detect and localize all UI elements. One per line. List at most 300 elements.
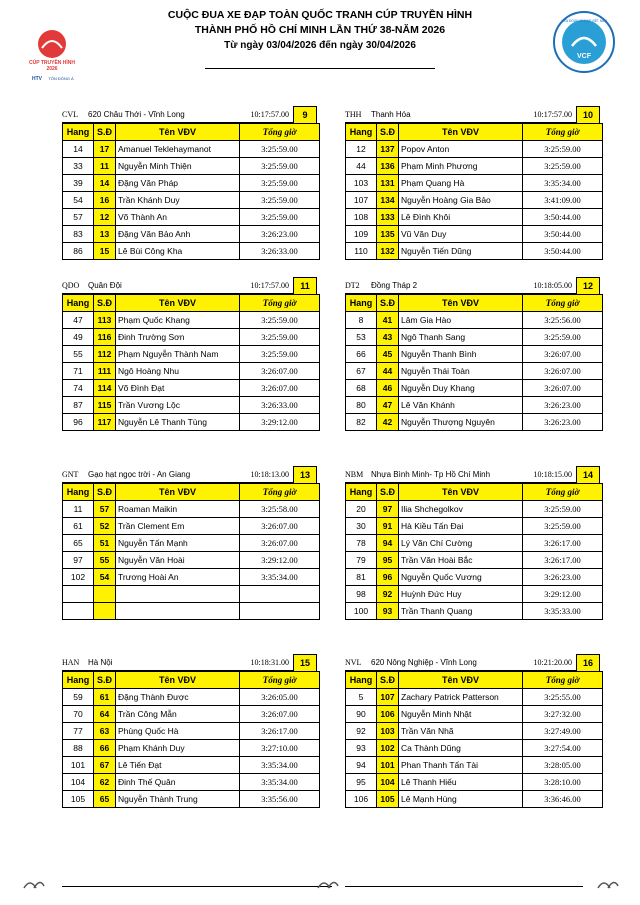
rider-time: 3:50:44.00 xyxy=(523,209,603,226)
rider-rank: 103 xyxy=(346,175,377,192)
table-row xyxy=(346,689,603,706)
rider-time: 3:29:12.00 xyxy=(240,552,320,569)
team-code: THH xyxy=(345,107,371,123)
team-header xyxy=(62,107,319,123)
rider-name: Nguyễn Thượng Nguyên xyxy=(399,414,523,431)
col-rank: Hang xyxy=(346,484,377,501)
rider-time: 3:26:07.00 xyxy=(240,380,320,397)
rider-name: Đặng Văn Pháp xyxy=(116,175,240,192)
table-header-row xyxy=(63,672,320,689)
rider-bib: 133 xyxy=(377,209,399,226)
table-row xyxy=(63,569,320,586)
team-header xyxy=(345,278,602,294)
col-bib: S.Đ xyxy=(377,484,399,501)
col-rider-name: Tên VĐV xyxy=(399,484,523,501)
col-rank: Hang xyxy=(63,484,94,501)
rider-time: 3:50:44.00 xyxy=(523,243,603,260)
col-rider-name: Tên VĐV xyxy=(399,295,523,312)
table-row xyxy=(63,346,320,363)
col-total-time: Tổng giờ xyxy=(523,295,603,312)
rider-time: 3:25:59.00 xyxy=(523,501,603,518)
team-name: Hà Nội xyxy=(88,655,221,671)
rider-time: 3:28:10.00 xyxy=(523,774,603,791)
rider-name: Lê Bùi Công Kha xyxy=(116,243,240,260)
rider-rank: 59 xyxy=(63,689,94,706)
table-row xyxy=(346,363,603,380)
team-number: 12 xyxy=(576,277,600,295)
col-rider-name: Tên VĐV xyxy=(116,124,240,141)
rider-name: Popov Anton xyxy=(399,141,523,158)
rider-name: Nguyễn Thanh Bình xyxy=(399,346,523,363)
rider-bib: 131 xyxy=(377,175,399,192)
rider-bib: 137 xyxy=(377,141,399,158)
table-row xyxy=(346,518,603,535)
rider-bib: 15 xyxy=(94,243,116,260)
rider-rank: 96 xyxy=(63,414,94,431)
table-row xyxy=(63,141,320,158)
rider-time xyxy=(240,586,320,603)
rider-name xyxy=(116,586,240,603)
rider-name: Trần Khánh Duy xyxy=(116,192,240,209)
team-name: 620 Nông Nghiệp - Vĩnh Long xyxy=(371,655,504,671)
rider-time: 3:26:23.00 xyxy=(523,397,603,414)
team-header xyxy=(345,655,602,671)
rider-time: 3:27:49.00 xyxy=(523,723,603,740)
rider-name: Nguyễn Thái Toàn xyxy=(399,363,523,380)
table-row xyxy=(346,774,603,791)
rider-rank: 86 xyxy=(63,243,94,260)
rider-rank: 66 xyxy=(346,346,377,363)
rider-rank: 105 xyxy=(63,791,94,808)
rider-rank: 78 xyxy=(346,535,377,552)
rider-rank: 53 xyxy=(346,329,377,346)
team-code: DT2 xyxy=(345,278,371,294)
rider-bib: 43 xyxy=(377,329,399,346)
vcf-ring-text: LIÊN ĐOÀN XE ĐẠP VIỆT NAM xyxy=(561,19,607,23)
rider-bib: 101 xyxy=(377,757,399,774)
rider-time: 3:25:59.00 xyxy=(523,141,603,158)
header-underline xyxy=(205,68,435,69)
sponsor-logo-text: TÔN ĐÔNG Á xyxy=(48,76,74,81)
col-total-time: Tổng giờ xyxy=(240,124,320,141)
rider-bib: 106 xyxy=(377,706,399,723)
rider-bib: 52 xyxy=(94,518,116,535)
table-row xyxy=(63,689,320,706)
rider-name: Nguyễn Minh Nhật xyxy=(399,706,523,723)
rider-rank: 65 xyxy=(63,535,94,552)
rider-table xyxy=(62,483,320,620)
rider-rank: 57 xyxy=(63,209,94,226)
rider-bib: 12 xyxy=(94,209,116,226)
rider-name: Phạm Quang Hà xyxy=(399,175,523,192)
table-row xyxy=(63,192,320,209)
rider-name: Đinh Thế Quân xyxy=(116,774,240,791)
rider-bib: 134 xyxy=(377,192,399,209)
rider-bib: 96 xyxy=(377,569,399,586)
rider-time: 3:25:59.00 xyxy=(240,209,320,226)
rider-name: Huỳnh Đức Huy xyxy=(399,586,523,603)
table-row xyxy=(63,329,320,346)
table-header-row xyxy=(63,484,320,501)
rider-table xyxy=(62,671,320,808)
team-name: Quân Đội xyxy=(88,278,221,294)
rider-name: Phạm Minh Phương xyxy=(399,158,523,175)
rider-rank: 30 xyxy=(346,518,377,535)
rider-name: Vũ Văn Duy xyxy=(399,226,523,243)
team-header xyxy=(62,278,319,294)
rider-rank: 107 xyxy=(346,192,377,209)
rider-rank: 83 xyxy=(63,226,94,243)
rider-time: 3:25:59.00 xyxy=(240,346,320,363)
rider-bib: 51 xyxy=(94,535,116,552)
col-bib: S.Đ xyxy=(377,124,399,141)
team-block xyxy=(345,107,602,260)
rider-bib: 105 xyxy=(377,791,399,808)
rider-bib: 103 xyxy=(377,723,399,740)
rider-rank: 90 xyxy=(346,706,377,723)
rider-name: Lê Mạnh Hùng xyxy=(399,791,523,808)
rider-name: Nguyễn Tấn Mạnh xyxy=(116,535,240,552)
rider-bib: 47 xyxy=(377,397,399,414)
rider-bib: 66 xyxy=(94,740,116,757)
team-code: CVL xyxy=(62,107,88,123)
rider-rank: 94 xyxy=(346,757,377,774)
htv-logo-text: HTV xyxy=(32,76,42,82)
col-total-time: Tổng giờ xyxy=(240,672,320,689)
page-header xyxy=(0,8,640,53)
rider-time: 3:26:17.00 xyxy=(240,723,320,740)
rider-table xyxy=(62,123,320,260)
rider-time: 3:26:17.00 xyxy=(523,535,603,552)
vcf-logo xyxy=(552,10,616,74)
rider-time: 3:25:59.00 xyxy=(240,329,320,346)
table-row xyxy=(63,226,320,243)
table-row xyxy=(346,192,603,209)
rider-time: 3:35:34.00 xyxy=(240,774,320,791)
rider-name: Lâm Gia Hào xyxy=(399,312,523,329)
rider-rank: 82 xyxy=(346,414,377,431)
rider-rank: 98 xyxy=(346,586,377,603)
rider-time: 3:26:17.00 xyxy=(523,552,603,569)
col-bib: S.Đ xyxy=(377,295,399,312)
table-row xyxy=(346,346,603,363)
col-bib: S.Đ xyxy=(94,124,116,141)
rider-bib: 111 xyxy=(94,363,116,380)
rider-rank xyxy=(63,603,94,620)
header-title-1: CUỘC ĐUA XE ĐẠP TOÀN QUỐC TRANH CÚP TRUYỀN HÌNH xyxy=(167,9,473,21)
rider-time: 3:25:59.00 xyxy=(523,158,603,175)
rider-name: Ngô Hoàng Nhu xyxy=(116,363,240,380)
rider-rank: 55 xyxy=(63,346,94,363)
rider-time: 3:25:59.00 xyxy=(240,175,320,192)
table-row xyxy=(63,175,320,192)
team-number: 11 xyxy=(293,277,317,295)
rider-rank: 88 xyxy=(63,740,94,757)
rider-name: Phan Thanh Tấn Tài xyxy=(399,757,523,774)
rider-rank: 70 xyxy=(63,706,94,723)
table-row xyxy=(346,175,603,192)
col-rank: Hang xyxy=(346,672,377,689)
col-bib: S.Đ xyxy=(377,672,399,689)
rider-time: 3:35:33.00 xyxy=(523,603,603,620)
rider-time: 3:26:07.00 xyxy=(240,706,320,723)
rider-table xyxy=(345,483,603,620)
team-number: 16 xyxy=(576,654,600,672)
col-rank: Hang xyxy=(63,124,94,141)
team-total-time: 10:17:57.00 xyxy=(221,278,293,294)
rider-time: 3:26:33.00 xyxy=(240,397,320,414)
rider-time: 3:26:23.00 xyxy=(523,569,603,586)
col-rider-name: Tên VĐV xyxy=(399,124,523,141)
rider-rank: 108 xyxy=(346,209,377,226)
rider-bib: 115 xyxy=(94,397,116,414)
rider-rank: 54 xyxy=(63,192,94,209)
rider-rank: 80 xyxy=(346,397,377,414)
col-rider-name: Tên VĐV xyxy=(399,672,523,689)
table-row xyxy=(63,397,320,414)
header-dates: Từ ngày 03/04/2026 đến ngày 30/04/2026 xyxy=(224,40,416,51)
team-total-time: 10:21:20.00 xyxy=(504,655,576,671)
table-header-row xyxy=(346,672,603,689)
rider-time: 3:35:56.00 xyxy=(240,791,320,808)
rider-time: 3:27:32.00 xyxy=(523,706,603,723)
table-row xyxy=(346,414,603,431)
rider-time: 3:25:59.00 xyxy=(240,158,320,175)
table-row xyxy=(63,209,320,226)
rider-bib: 94 xyxy=(377,535,399,552)
rider-name: Nguyễn Duy Khang xyxy=(399,380,523,397)
team-block xyxy=(345,467,602,620)
table-row xyxy=(63,603,320,620)
table-header-row xyxy=(346,124,603,141)
team-number: 13 xyxy=(293,466,317,484)
cup-logo xyxy=(28,28,76,84)
rider-name: Võ Đình Đạt xyxy=(116,380,240,397)
table-row xyxy=(346,158,603,175)
team-total-time: 10:18:05.00 xyxy=(504,278,576,294)
col-rank: Hang xyxy=(346,124,377,141)
rider-bib: 116 xyxy=(94,329,116,346)
team-header xyxy=(345,467,602,483)
table-row xyxy=(346,243,603,260)
rider-name: Nguyễn Tiến Dũng xyxy=(399,243,523,260)
table-row xyxy=(346,723,603,740)
rider-bib: 55 xyxy=(94,552,116,569)
rider-bib: 91 xyxy=(377,518,399,535)
footer-line-left xyxy=(62,886,332,887)
rider-bib: 44 xyxy=(377,363,399,380)
table-row xyxy=(346,706,603,723)
table-row xyxy=(63,243,320,260)
table-row xyxy=(346,329,603,346)
table-row xyxy=(346,791,603,808)
team-block xyxy=(62,655,319,808)
rider-bib: 64 xyxy=(94,706,116,723)
table-row xyxy=(346,740,603,757)
rider-name: Nguyễn Văn Hoài xyxy=(116,552,240,569)
rider-table xyxy=(62,294,320,431)
team-code: NBM xyxy=(345,467,371,483)
rider-time: 3:26:23.00 xyxy=(523,414,603,431)
table-row xyxy=(346,397,603,414)
rider-bib: 17 xyxy=(94,141,116,158)
rider-rank: 39 xyxy=(63,175,94,192)
footer-cyclist-icon-left xyxy=(22,877,46,891)
rider-bib: 63 xyxy=(94,723,116,740)
rider-rank: 81 xyxy=(346,569,377,586)
rider-time: 3:27:54.00 xyxy=(523,740,603,757)
cup-logo-circle xyxy=(38,30,66,58)
rider-bib: 57 xyxy=(94,501,116,518)
rider-name: Hà Kiều Tấn Đại xyxy=(399,518,523,535)
rider-name: Lê Văn Khánh xyxy=(399,397,523,414)
rider-name: Lý Văn Chí Cường xyxy=(399,535,523,552)
rider-bib: 136 xyxy=(377,158,399,175)
rider-rank: 67 xyxy=(346,363,377,380)
rider-rank: 97 xyxy=(63,552,94,569)
rider-bib: 93 xyxy=(377,603,399,620)
rider-time: 3:26:05.00 xyxy=(240,689,320,706)
rider-bib xyxy=(94,603,116,620)
rider-bib: 61 xyxy=(94,689,116,706)
rider-bib: 117 xyxy=(94,414,116,431)
team-name: Nhựa Bình Minh- Tp Hồ Chí Minh xyxy=(371,467,504,483)
rider-rank: 5 xyxy=(346,689,377,706)
footer-cyclist-icon-mid xyxy=(316,877,340,891)
rider-name: Roaman Maikin xyxy=(116,501,240,518)
col-total-time: Tổng giờ xyxy=(240,295,320,312)
rider-rank: 11 xyxy=(63,501,94,518)
table-row xyxy=(346,141,603,158)
rider-time: 3:25:59.00 xyxy=(523,518,603,535)
team-name: Thanh Hóa xyxy=(371,107,504,123)
col-total-time: Tổng giờ xyxy=(523,484,603,501)
team-number: 14 xyxy=(576,466,600,484)
rider-name: Ilia Shchegolkov xyxy=(399,501,523,518)
rider-bib: 46 xyxy=(377,380,399,397)
table-row xyxy=(63,312,320,329)
col-rank: Hang xyxy=(63,295,94,312)
rider-bib: 16 xyxy=(94,192,116,209)
rider-time: 3:26:07.00 xyxy=(523,380,603,397)
team-name: Gạo hạt ngọc trời - An Giang xyxy=(88,467,221,483)
rider-rank: 95 xyxy=(346,774,377,791)
rider-table xyxy=(345,671,603,808)
table-row xyxy=(346,380,603,397)
rider-time: 3:26:33.00 xyxy=(240,243,320,260)
team-block xyxy=(62,107,319,260)
rider-name: Lê Thanh Hiếu xyxy=(399,774,523,791)
table-row xyxy=(346,552,603,569)
rider-name: Nguyễn Lê Thanh Tùng xyxy=(116,414,240,431)
col-bib: S.Đ xyxy=(94,484,116,501)
rider-bib: 97 xyxy=(377,501,399,518)
rider-name: Trần Văn Nhã xyxy=(399,723,523,740)
rider-time: 3:26:07.00 xyxy=(240,535,320,552)
table-row xyxy=(63,774,320,791)
table-row xyxy=(63,501,320,518)
rider-time: 3:25:56.00 xyxy=(523,312,603,329)
team-total-time: 10:17:57.00 xyxy=(504,107,576,123)
footer-line-right xyxy=(345,886,583,887)
rider-name: Ca Thành Dũng xyxy=(399,740,523,757)
rider-bib: 14 xyxy=(94,175,116,192)
rider-time: 3:25:55.00 xyxy=(523,689,603,706)
rider-time: 3:25:58.00 xyxy=(240,501,320,518)
rider-time: 3:41:09.00 xyxy=(523,192,603,209)
rider-bib xyxy=(94,586,116,603)
cup-logo-text: CÚP TRUYỀN HÌNH xyxy=(28,60,76,66)
rider-time: 3:29:12.00 xyxy=(523,586,603,603)
table-row xyxy=(63,723,320,740)
rider-rank: 93 xyxy=(346,740,377,757)
rider-name: Trương Hoài An xyxy=(116,569,240,586)
table-header-row xyxy=(346,295,603,312)
rider-name: Trần Vương Lộc xyxy=(116,397,240,414)
team-number: 15 xyxy=(293,654,317,672)
rider-bib: 45 xyxy=(377,346,399,363)
team-number: 9 xyxy=(293,106,317,124)
rider-name: Zachary Patrick Patterson xyxy=(399,689,523,706)
rider-rank: 14 xyxy=(63,141,94,158)
rider-time: 3:25:59.00 xyxy=(240,192,320,209)
rider-rank: 74 xyxy=(63,380,94,397)
rider-time: 3:25:59.00 xyxy=(523,329,603,346)
rider-name: Ngô Thanh Sang xyxy=(399,329,523,346)
table-header-row xyxy=(63,124,320,141)
table-row xyxy=(346,603,603,620)
col-bib: S.Đ xyxy=(94,672,116,689)
col-total-time: Tổng giờ xyxy=(240,484,320,501)
table-row xyxy=(63,518,320,535)
col-bib: S.Đ xyxy=(94,295,116,312)
table-row xyxy=(63,535,320,552)
col-rank: Hang xyxy=(63,672,94,689)
rider-bib: 95 xyxy=(377,552,399,569)
col-total-time: Tổng giờ xyxy=(523,672,603,689)
rider-bib: 104 xyxy=(377,774,399,791)
rider-time: 3:25:59.00 xyxy=(240,312,320,329)
rider-name: Nguyễn Quốc Vương xyxy=(399,569,523,586)
rider-rank: 61 xyxy=(63,518,94,535)
col-total-time: Tổng giờ xyxy=(523,124,603,141)
rider-name: Trần Công Mẫn xyxy=(116,706,240,723)
table-row xyxy=(63,552,320,569)
col-rider-name: Tên VĐV xyxy=(116,295,240,312)
rider-time: 3:36:46.00 xyxy=(523,791,603,808)
team-total-time: 10:17:57.00 xyxy=(221,107,293,123)
rider-rank: 100 xyxy=(346,603,377,620)
rider-rank: 12 xyxy=(346,141,377,158)
table-row xyxy=(346,535,603,552)
rider-name: Amanuel Teklehaymanot xyxy=(116,141,240,158)
rider-rank: 77 xyxy=(63,723,94,740)
rider-bib: 135 xyxy=(377,226,399,243)
rider-time: 3:26:07.00 xyxy=(240,363,320,380)
table-row xyxy=(346,226,603,243)
rider-bib: 13 xyxy=(94,226,116,243)
table-row xyxy=(346,501,603,518)
rider-bib: 107 xyxy=(377,689,399,706)
vcf-logo-text: VCF xyxy=(577,53,591,60)
rider-bib: 67 xyxy=(94,757,116,774)
rider-rank: 92 xyxy=(346,723,377,740)
table-row xyxy=(63,791,320,808)
table-row xyxy=(346,312,603,329)
rider-name: Phạm Khánh Duy xyxy=(116,740,240,757)
rider-name: Lê Đình Khôi xyxy=(399,209,523,226)
rider-rank: 104 xyxy=(63,774,94,791)
